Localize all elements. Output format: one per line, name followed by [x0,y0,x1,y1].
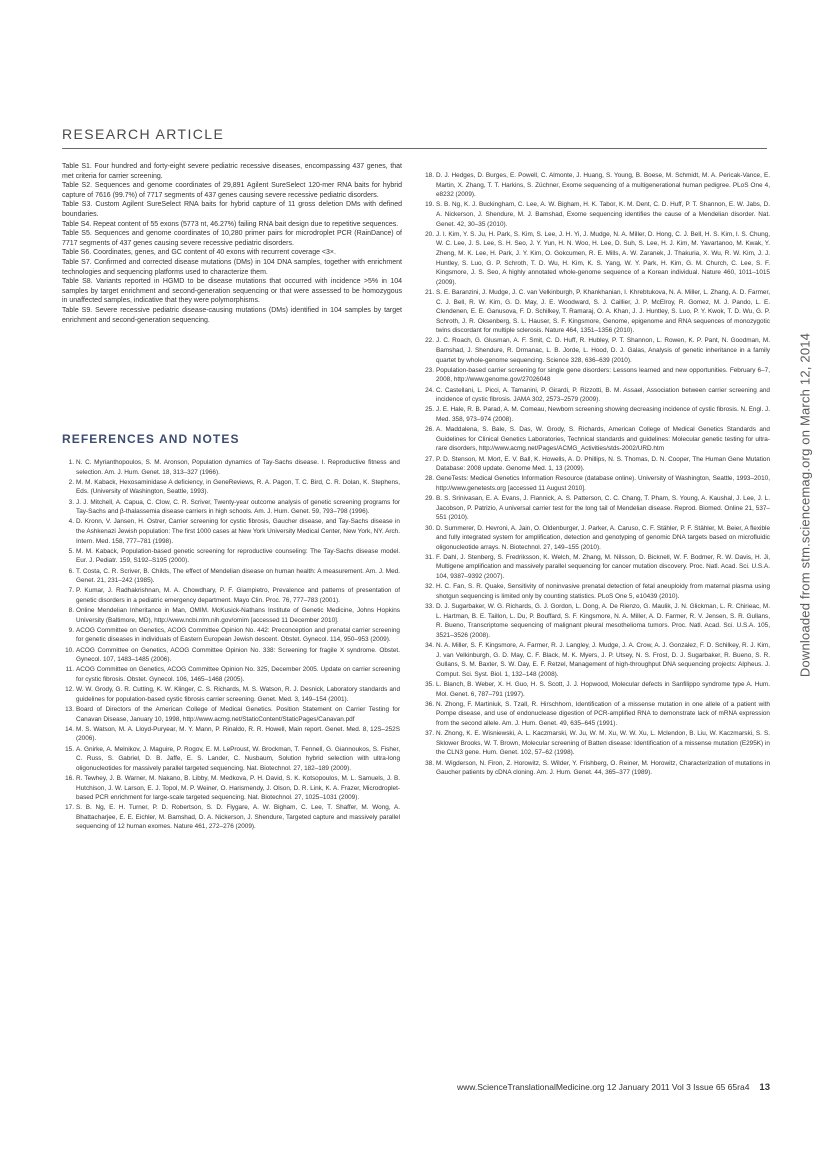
reference-item [62,745,400,774]
reference-number: 37. [425,730,434,738]
reference-text: C. Castellani, L. Picci, A. Tamanini, P. Girardi, P. Rizzotti, B. M. Assael, Association between carrier screening and incidence of cystic fibrosis. JAMA 302, 2573–2579 (2009). [436,386,770,404]
reference-item [422,602,770,640]
running-head: RESEARCH ARTICLE [62,126,225,142]
reference-item [62,705,400,724]
reference-text: M. S. Watson, M. A. Lloyd-Puryear, M. Y. Mann, P. Rinaldo, R. R. Howell, Main report. Genet. Med. 8, 12S–252S (2006). [76,725,400,743]
reference-item [62,567,400,586]
reference-text: N. A. Miller, S. F. Kingsmore, A. Farmer, R. J. Langley, J. Mudge, J. A. Crow, A. J. Gonzalez, F. D. Schilkey, R. J. Kim, J. van Velkinburgh, G. D. May, C. F. Black, M. K. Myers, J. P. Utsey, N. S. Frost, D. J. Sugarbaker, R. Bueno, S. R. Gullans, S. M. Baxter, S. W. Day, E. F. Retzel, Management of high-throughput DNA sequencing projects: Alpheus. J. Comput. Sci. Syst. Biol. 1, 132–148 (2008). [436,642,770,678]
reference-number: 32. [425,583,434,591]
reference-text: N. Zhong, F. Martiniuk, S. Tzall, R. Hirschhorn, Identification of a missense mutation in one allele of a patient with Pompe disease, and use of endonuclease digestion of PCR-amplified RNA to demonstrate lack of mRNA expression from the second allele. Am. J. Hum. Genet. 49, 635–645 (1991). [436,700,770,727]
reference-number: 12. [65,686,74,694]
reference-list-right [422,171,770,778]
reference-number: 24. [425,386,434,394]
reference-text: P. Kumar, J. Radhakrishnan, M. A. Chowdhary, P. F. Giampietro, Prevalence and patterns of presentation of genetic disorders in a pediatric emergency department. Mayo Clin. Proc. 76, 777–783 (2001). [76,587,400,604]
reference-number: 7. [68,587,74,595]
reference-item [422,680,770,699]
reference-item [62,803,400,832]
reference-text: F. Dahl, J. Stenberg, S. Fredriksson, K. Welch, M. Zhang, M. Nilsson, D. Bicknell, W. F. Bodmer, R. W. Davis, H. Ji, Multigene amplification and massively parallel sequencing for cancer mutation discovery. Proc. Natl. Acad. Sci. U.S.A. 104, 9387–9392 (2007). [436,553,770,581]
reference-text: S. B. Ng, E. H. Turner, P. D. Robertson, S. D. Flygare, A. W. Bigham, C. Lee, T. Shaffer, M. Wong, A. Bhattacharjee, E. E. Eichler, M. Bamshad, D. A. Nickerson, J. Shendure, Targeted capture and massively parallel sequencing of 12 human exomes. Nature 461, 272–276 (2009). [76,804,400,831]
reference-text: M. M. Kaback, Hexosaminidase A deficiency, in GeneReviews, R. A. Pagon, T. C. Bird, C. R. Dolan, K. Stephens, Eds. (University of Washington, Seattle, 1993). [76,478,400,496]
reference-number: 9. [68,626,74,634]
reference-number: 4. [68,518,74,526]
reference-number: 21. [425,288,434,296]
page-header [62,126,767,149]
supp-table-s7: Table S7. Confirmed and corrected disease mutations (DMs) in 104 DNA samples, together with enrichment technologies and sequencing platforms used to characterize them. [62,258,402,276]
reference-item [62,646,400,665]
reference-number: 31. [425,553,434,561]
reference-text: N. C. Myrianthopoulos, S. M. Aronson, Population dynamics of Tay-Sachs disease. I. Reproductive fitness and selection. Am. J. Hum. Genet. 18, 313–327 (1966). [76,459,400,476]
reference-text: Board of Directors of the American College of Medical Genetics. Position Statement on Carrier Testing for Canavan Disease, January 10, 1998, http://www.acmg.net/StaticContent/StaticPages/Canavan.pdf [76,705,400,723]
reference-item [62,478,400,497]
reference-number: 2. [68,478,74,486]
supp-table-s3: Table S3. Custom Agilent SureSelect RNA baits for hybrid capture of 11 gross deletion DMs with defined boundaries. [62,201,402,218]
reference-number: 6. [68,567,74,575]
download-watermark [797,332,813,678]
reference-item [422,641,770,679]
reference-list-left [62,458,400,833]
reference-item [422,405,770,424]
reference-number: 13. [65,705,74,713]
reference-item [62,606,400,625]
reference-text: L. Blanch, B. Weber, X. H. Guo, H. S. Scott, J. J. Hopwood, Molecular defects in Sanfilippo syndrome type A. Hum. Mol. Genet. 6, 787–791 (1997). [436,680,770,698]
reference-text: J. E. Hale, R. B. Parad, A. M. Comeau, Newborn screening showing decreasing incidence of cystic fibrosis. N. Engl. J. Med. 358, 973–974 (2008). [436,406,770,423]
reference-text: N. Zhong, K. E. Wisniewski, A. L. Kaczmarski, W. Ju, W. M. Xu, W. W. Xu, L. Mclendon, B. Liu, W. Kaczmarski, S. S. Sklower Brooks, W. T. Brown, Molecular screening of Batten disease: Identification of a missense mutation (E295K) in the CLN3 gene. Hum. Genet. 102, 57–62 (1998). [436,730,770,757]
reference-number: 35. [425,680,434,688]
reference-item [422,171,770,200]
page-footer [370,1082,770,1093]
reference-item [422,455,770,474]
reference-text: S. B. Ng, K. J. Buckingham, C. Lee, A. W. Bigham, H. K. Tabor, K. M. Dent, C. D. Huff, P. T. Shannon, E. W. Jabs, D. A. Nickerson, J. Shendure, M. J. Bamshad, Exome sequencing identifies the cause of a Mendelian disorder. Nat. Genet. 42, 30–35 (2010). [436,201,770,228]
reference-number: 16. [65,774,74,782]
reference-text: H. C. Fan, S. R. Quake, Sensitivity of noninvasive prenatal detection of fetal aneuploidy from maternal plasma using shotgun sequencing is limited only by counting statistics. PLoS One 5, e10439 (2010). [436,583,770,600]
reference-text: R. Tewhey, J. B. Warner, M. Nakano, B. Libby, M. Medkova, P. H. David, S. K. Kotsopoulos, M. L. Samuels, J. B. Hutchison, J. W. Larson, E. J. Topol, M. P. Weiner, O. Harismendy, J. Olson, D. R. Link, K. A. Frazer, Microdroplet-based PCR enrichment for large-scale targeted sequencing. Nat. Biotechnol. 27, 1025–1031 (2009). [76,774,400,802]
reference-number: 27. [425,455,434,463]
reference-text: B. S. Srinivasan, E. A. Evans, J. Flannick, A. S. Patterson, C. C. Chang, T. Pham, S. Young, A. Kaushal, J. Lee, J. L. Jacobson, P. Patrizio, A universal carrier test for the long tail of Mendelian disease. Reprod. Biomed. Online 21, 537–551 (2010). [436,495,770,522]
reference-item [422,386,770,405]
reference-number: 29. [425,495,434,503]
reference-item [422,366,770,385]
reference-text: D. J. Sugarbaker, W. G. Richards, G. J. Gordon, L. Dong, A. De Rienzo, G. Maulik, J. N. Glickman, L. R. Chirieac, M. L. Hartman, B. E. Taillon, L. Du, P. Bouffard, S. F. Kingsmore, N. A. Miller, A. D. Farmer, R. V. Jensen, S. R. Gullans, R. Bueno, Transcriptome sequencing of malignant pleural mesothelioma tumors. Proc. Natl. Acad. Sci. U.S.A. 105, 3521–3526 (2008). [436,603,770,639]
reference-text: A. Maddalena, S. Bale, S. Das, W. Grody, S. Richards, American College of Medical Genetics Standards and Guidelines for Clinical Genetics Laboratories, Technical standards and guidelines: Molecular genetic testing for ultra-rare disorders, http://www.acmg.net/Pages/ACMG_Activities/stds-2002/URD.htm [436,426,770,453]
reference-number: 5. [68,547,74,555]
reference-text: S. E. Baranzini, J. Mudge, J. C. van Velkinburgh, P. Khankhanian, I. Khrebtukova, N. A. Miller, L. Zhang, A. D. Farmer, C. J. Bell, R. W. Kim, G. D. May, J. E. Woodward, S. J. Caillier, J. P. McElroy, R. Gomez, M. J. Pando, L. E. Clendenen, E. E. Ganusova, F. D. Schilkey, T. Ramaraj, O. A. Khan, J. J. Huntley, S. Luo, P. Y. Kwok, T. D. Wu, G. P. Schroth, J. R. Oksenberg, S. L. Hauser, S. F. Kingsmore, Genome, epigenome and RNA sequences of monozygotic twins discordant for multiple sclerosis. Nature 464, 1351–1356 (2010). [436,288,770,335]
footer-journal-info: www.ScienceTranslationalMedicine.org 12 January 2011 Vol 3 Issue 65 65ra4 [456,1082,750,1092]
reference-item [62,626,400,645]
reference-text: D. Kronn, V. Jansen, H. Ostrer, Carrier screening for cystic fibrosis, Gaucher disease, and Tay-Sachs disease in the Ashkenazi Jewish population: The first 1000 cases at New York University Medical Center, New York, NY. Arch. Intern. Med. 158, 777–781 (1998). [76,518,400,545]
reference-text: D. Summerer, D. Hevroni, A. Jain, O. Oldenburger, J. Parker, A. Caruso, C. F. Stähler, P. F. Stähler, M. Beier, A flexible and fully integrated system for amplification, detection and genotyping of genomic DNA targets based on microfluidic oligonucleotide arrays. N. Biotechnol. 27, 149–155 (2010). [436,524,770,551]
watermark-text: Downloaded from stm.sciencemag.org on March 12, 2014 [797,332,813,678]
reference-text: J. C. Roach, G. Glusman, A. F. Smit, C. D. Huff, R. Hubley, P. T. Shannon, L. Rowen, K. P. Pant, N. Goodman, M. Bamshad, J. Shendure, R. Drmanac, L. B. Jorde, L. Hood, D. J. Galas, Analysis of genetic inheritance in a family quartet by whole-genome sequencing. Science 328, 636–639 (2010). [436,337,770,364]
reference-text: ACOG Committee on Genetics, ACOG Committee Opinion No. 338: Screening for fragile X syndrome. Obstet. Gynecol. 107, 1483–1485 (2006). [76,646,400,664]
supp-table-s9: Table S9. Severe recessive pediatric disease-causing mutations (DMs) identified in 104 samples by target enrichment and second-generation sequencing. [62,306,402,324]
supp-table-s1: Table S1. Four hundred and forty-eight severe pediatric recessive diseases, encompassing 437 genes, that met criteria for carrier screening. [62,163,402,180]
reference-item [422,474,770,493]
reference-item [422,288,770,336]
reference-item [62,458,400,477]
reference-item [422,729,770,758]
reference-item [62,547,400,566]
reference-number: 34. [425,642,434,649]
reference-number: 10. [65,646,74,654]
reference-number: 17. [65,804,74,812]
reference-item [422,336,770,365]
reference-number: 23. [425,366,434,374]
reference-number: 30. [425,524,434,532]
reference-item [62,774,400,803]
reference-item [422,553,770,582]
reference-text: D. J. Hedges, D. Burges, E. Powell, C. Almonte, J. Huang, S. Young, B. Boese, M. Schmidt, M. A. Pericak-Vance, E. Martin, X. Zhang, T. T. Harkins, S. Züchner, Exome sequencing of a multigenerational human pedigree. PLoS One 4, e8232 (2009). [436,172,770,199]
reference-number: 28. [425,475,434,483]
reference-text: P. D. Stenson, M. Mort, E. V. Ball, K. Howells, A. D. Phillips, N. S. Thomas, D. N. Cooper, The Human Gene Mutation Database: 2008 update. Genome Med. 1, 13 (2009). [436,455,770,473]
reference-item [422,700,770,729]
reference-number: 15. [65,745,74,753]
supp-table-s6: Table S6. Coordinates, genes, and GC content of 40 exons with recurrent coverage <3×. [62,249,336,257]
supp-table-s8: Table S8. Variants reported in HGMD to be disease mutations that occurred with incidence >5% in 104 samples by target enrichment and second-generation sequencing or that were assessed to be homozygous in unaffected samples, indicative that they were polymorphisms. [62,278,402,305]
reference-item [62,725,400,744]
reference-item [422,582,770,601]
reference-item [62,498,400,517]
reference-item [62,665,400,684]
reference-text: GeneTests: Medical Genetics Information Resource (database online). University of Washington, Seattle, 1993–2010, http://www.genetests.org [accessed 11 August 2010]. [436,475,770,492]
supp-table-s2: Table S2. Sequences and genome coordinates of 29,891 Agilent SureSelect 120-mer RNA baits for hybrid capture of 7616 (99.7%) of 7717 segments of 437 genes causing severe recessive pediatric disorders. [62,182,402,199]
supp-table-s5: Table S5. Sequences and genome coordinates of 10,280 primer pairs for microdroplet PCR (RainDance) of 7717 segments of 437 genes causing severe recessive pediatric disorders. [62,230,402,247]
reference-text: Online Mendelian Inheritance in Man, OMIM. McKusick-Nathans Institute of Genetic Medicine, Johns Hopkins University (Baltimore, MD), http://www.ncbi.nlm.nih.gov/omim [accessed 11 December 2010]. [76,607,400,624]
reference-text: W. W. Grody, G. R. Cutting, K. W. Klinger, C. S. Richards, M. S. Watson, R. J. Desnick, Laboratory standards and guidelines for population-based cystic fibrosis carrier screening. Genet. Med. 3, 149–154 (2001). [76,686,400,703]
reference-number: 11. [65,666,74,674]
reference-number: 33. [425,603,434,611]
reference-text: J. J. Mitchell, A. Capua, C. Clow, C. R. Scriver, Twenty-year outcome analysis of genetic screening programs for Tay-Sachs and β-thalassemia disease carriers in high schools. Am. J. Hum. Genet. 59, 793–798 (1996). [76,498,400,516]
reference-number: 20. [425,230,434,238]
header-rule [62,148,767,149]
reference-item [422,200,770,229]
reference-number: 22. [425,337,434,345]
reference-number: 38. [425,759,434,767]
page-number: 13 [759,1082,770,1093]
reference-text: M. M. Kaback, Population-based genetic screening for reproductive counseling: The Tay-Sachs disease model. Eur. J. Pediatr. 159, S192–S195 (2000). [76,547,400,565]
reference-text: Population-based carrier screening for single gene disorders: Lessons learned and new opportunities. February 6–7, 2008, http://www.genome.gov/27026048 [436,366,770,384]
reference-number: 18. [425,172,434,179]
section-title: REFERENCES AND NOTES [62,432,240,446]
reference-text: ACOG Committee on Genetics, ACOG Committee Opinion No. 442: Preconception and prenatal carrier screening for genetic diseases in individuals of Eastern European Jewish descent. Obstet. Gynecol. 114, 950–953 (2009). [76,626,400,644]
reference-number: 1. [68,459,74,466]
reference-item [422,230,770,288]
reference-number: 3. [68,498,74,506]
supp-table-s4: Table S4. Repeat content of 55 exons (5773 nt, 46.27%) failing RNA bait design due to repetitive sequences. [62,220,399,228]
reference-text: A. Gnirke, A. Melnikov, J. Maguire, P. Rogov, E. M. LeProust, W. Brockman, T. Fennell, G. Giannoukos, S. Fisher, C. Russ, S. Gabriel, D. B. Jaffe, E. S. Lander, C. Nusbaum, Solution hybrid selection with ultra-long oligonucleotides for massively parallel targeted sequencing. Nat. Biotechnol. 27, 182–189 (2009). [76,745,400,772]
reference-number: 26. [425,426,434,434]
reference-number: 25. [425,406,434,414]
supplementary-tables [62,162,402,325]
reference-item [422,759,770,778]
reference-text: T. Costa, C. R. Scriver, B. Childs, The effect of Mendelian disease on human health: A measurement. Am. J. Med. Genet. 21, 231–242 (1985). [76,567,400,585]
reference-number: 19. [425,201,434,209]
reference-item [62,685,400,704]
reference-item [422,494,770,523]
reference-number: 14. [65,725,74,733]
reference-item [422,425,770,454]
reference-item [62,517,400,546]
reference-text: M. Wigderson, N. Firon, Z. Horowitz, S. Wilder, Y. Frishberg, O. Reiner, M. Horowitz, Characterization of mutations in Gaucher patients by cDNA cloning. Am. J. Hum. Genet. 44, 365–377 (1989). [436,759,770,777]
reference-text: ACOG Committee on Genetics, ACOG Committee Opinion No. 325, December 2005. Update on carrier screening for cystic fibrosis. Obstet. Gynecol. 106, 1465–1468 (2005). [76,666,400,683]
reference-number: 36. [425,700,434,708]
reference-item [422,524,770,553]
reference-number: 8. [68,607,74,615]
reference-text: J. I. Kim, Y. S. Ju, H. Park, S. Kim, S. Lee, J. H. Yi, J. Mudge, N. A. Miller, D. Hong, C. J. Bell, H. S. Kim, I. S. Chung, W. C. Lee, J. S. Lee, S. H. Seo, J. Y. Yun, H. N. Woo, H. Lee, D. Suh, S. Lee, H. J. Kim, M. Yavartanoo, M. Kwak, Y. Zheng, M. K. Lee, H. Park, J. Y. Kim, O. Gokcumen, R. E. Mills, A. W. Zaranek, J. Thakuria, X. Wu, R. W. Kim, J. J. Huntley, S. Luo, G. P. Schroth, T. D. Wu, H. Kim, K. S. Yang, W. Y. Park, H. Kim, G. M. Church, C. Lee, S. F. Kingsmore, J. S. Seo, A highly annotated whole-genome sequence of a Korean individual. Nature 460, 1011–1015 (2009). [436,230,770,286]
reference-item [62,586,400,605]
